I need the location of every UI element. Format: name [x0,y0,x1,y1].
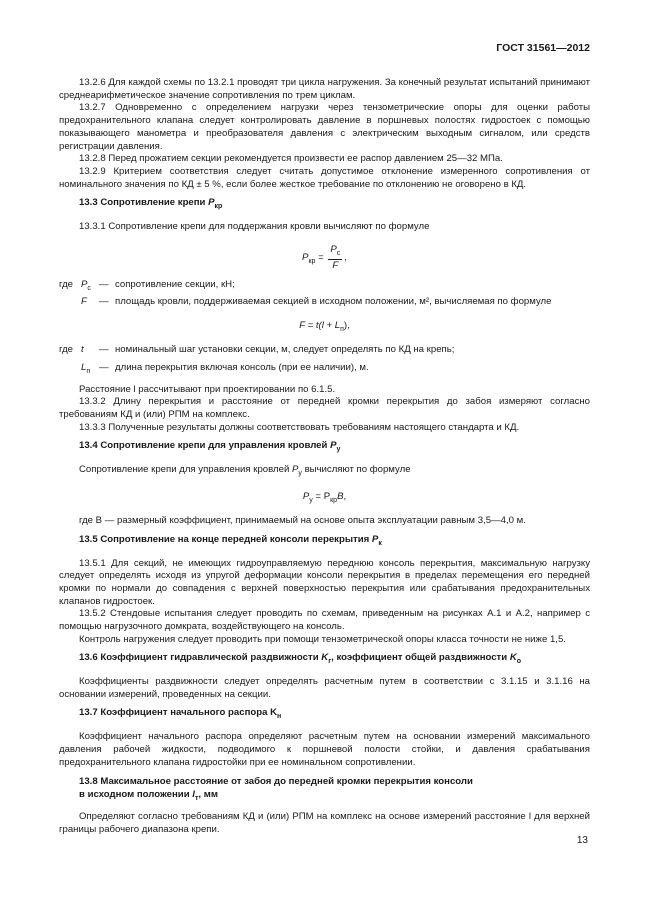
paragraph-13-4: Сопротивление крепи для управления кровлей $P_у$ вычисляют по формуле [79,464,411,477]
formula-py: $P_у = P_{кр}B$, [302,490,347,504]
paragraph-13-3-2: 13.3.2 Длину перекрытия и расстояние от передней кромки перекрытия до забоя измеряют согласно требованиям КД и (или) РПМ на комплекс. [59,396,590,420]
paragraph-13-5-3: Контроль нагружения следует проводить при помощи тензометрической опоры класса точности не ниже 1,5. [79,633,566,645]
definitions-1 [59,279,551,314]
paragraph-13-6: Коэффициенты раздвижности следует определять расчетным путем в соответствии с 3.1.15 и 3.1.16 на основании измерений, проведенных на секции. [59,676,590,700]
paragraph-13-2-9: 13.2.9 Критерием соответствия следует считать допустимое отклонение измеренного сопротивления от номинального значения по КД ± 5 %, если более жесткое требование по отклонению не оговорено в КД. [59,165,590,190]
paragraph-13-5-2: 13.5.2 Стендовые испытания следует проводить по схемам, приведенным на рисунках А.1 и А.2, например с помощью нагрузочного домкрата, воздействующего на консоль. [59,608,590,633]
definitions-2 [59,344,454,379]
definition-row: где t — номинальный шаг установки секции, м, следует определять по КД на крепь; [59,344,455,356]
heading-13-5: 13.5 Сопротивление на конце передней консоли перекрытия $P_к$ [79,533,382,547]
formula-area: $F = t(l + L_п)$, [299,319,350,333]
definition-row: F — площадь кровли, поддерживаемая секцией в исходном положении, м², вычисляемая по формуле [81,296,552,308]
definition-row: $L_п$ — длина перекрытия включая консоль (при ее наличии), м. [81,361,369,375]
heading-13-8: 13.8 Максимальное расстояние от забоя до передней кромки перекрытия консоли в исходном положении $l_т$, мм [79,776,473,803]
definition-row: где $P_c$ — сопротивление секции, кН; [59,278,235,292]
standard-header: ГОСТ 31561—2012 [496,42,590,54]
paragraph-13-8: Определяют согласно требованиям КД и (или) РПМ на комплекс на основе измерений расстояние l для верхней границы рабочего диапазона крепи. [59,811,590,835]
paragraph-13-2-6: 13.2.6 Для каждой схемы по 13.2.1 проводят три цикла нагружения. За конечный результат испытаний принимают среднеарифметическое значение сопротивления по трем циклам. [59,77,590,101]
page-number: 13 [576,835,588,847]
paragraph-13-2-8: 13.2.8 Перед прожатием секции рекомендуется произвести ее распор давлением 25—32 МПа. [79,153,503,165]
heading-13-4: 13.4 Сопротивление крепи для управления кровлей $P_у$ [79,440,341,454]
paragraph-distance: Расстояние l рассчитывают при проектировании по 6.1.5. [79,383,336,395]
paragraph-13-2-7: 13.2.7 Одновременно с определением нагрузки через тензометрические опоры для оценки работы предохранительного клапана следует контролировать давление в поршневых полостях гидростоек с помощью показывающего манометра и преобразователя давления с электрическим выходным сигналом, или средств регистрации давления. [59,102,590,152]
paragraph-13-7: Коэффициент начального распора определяют расчетным путем на основании измерений максимального давления рабочей жидкости, подводимого к поршневой полости стойки, и давления срабатывания предохранительного клапана гидростойки при ее номинальном сопротивлении. [59,731,590,768]
heading-13-7: 13.7 Коэффициент начального распора $K_н$ [79,707,282,721]
heading-13-6: 13.6 Коэффициент гидравлической раздвижности $K_г$, коэффициент общей раздвижности $K_о$ [79,652,522,666]
paragraph-13-3-3: 13.3.3 Полученные результаты должны соответствовать требованиям настоящего стандарта и КД. [79,421,520,433]
paragraph-13-4-where: где B — размерный коэффициент, принимаемый на основе опыта эксплуатации равным 3,5—4,0 м. [79,515,526,527]
heading-13-3: 13.3 Сопротивление крепи $P_{кр}$ [79,197,223,211]
paragraph-13-5-1: 13.5.1 Для секций, не имеющих гидроуправляемую переднюю консоль перекрытия, максимальную нагрузку следует определять исходя из упругой деформации консоли перекрытия в пределах перемещения его передней кромки по нормали до совпадения с верхней поверхностью перекрытия или срабатывания предохранительных клапанов гидростоек. [59,557,590,607]
paragraph-13-3-1: 13.3.1 Сопротивление крепи для поддержания кровли вычисляют по формуле [79,220,430,232]
page-content [59,77,590,837]
formula-pkr: $P_{кр}$ = $\frac{P_c}{F}$ , [302,243,347,271]
